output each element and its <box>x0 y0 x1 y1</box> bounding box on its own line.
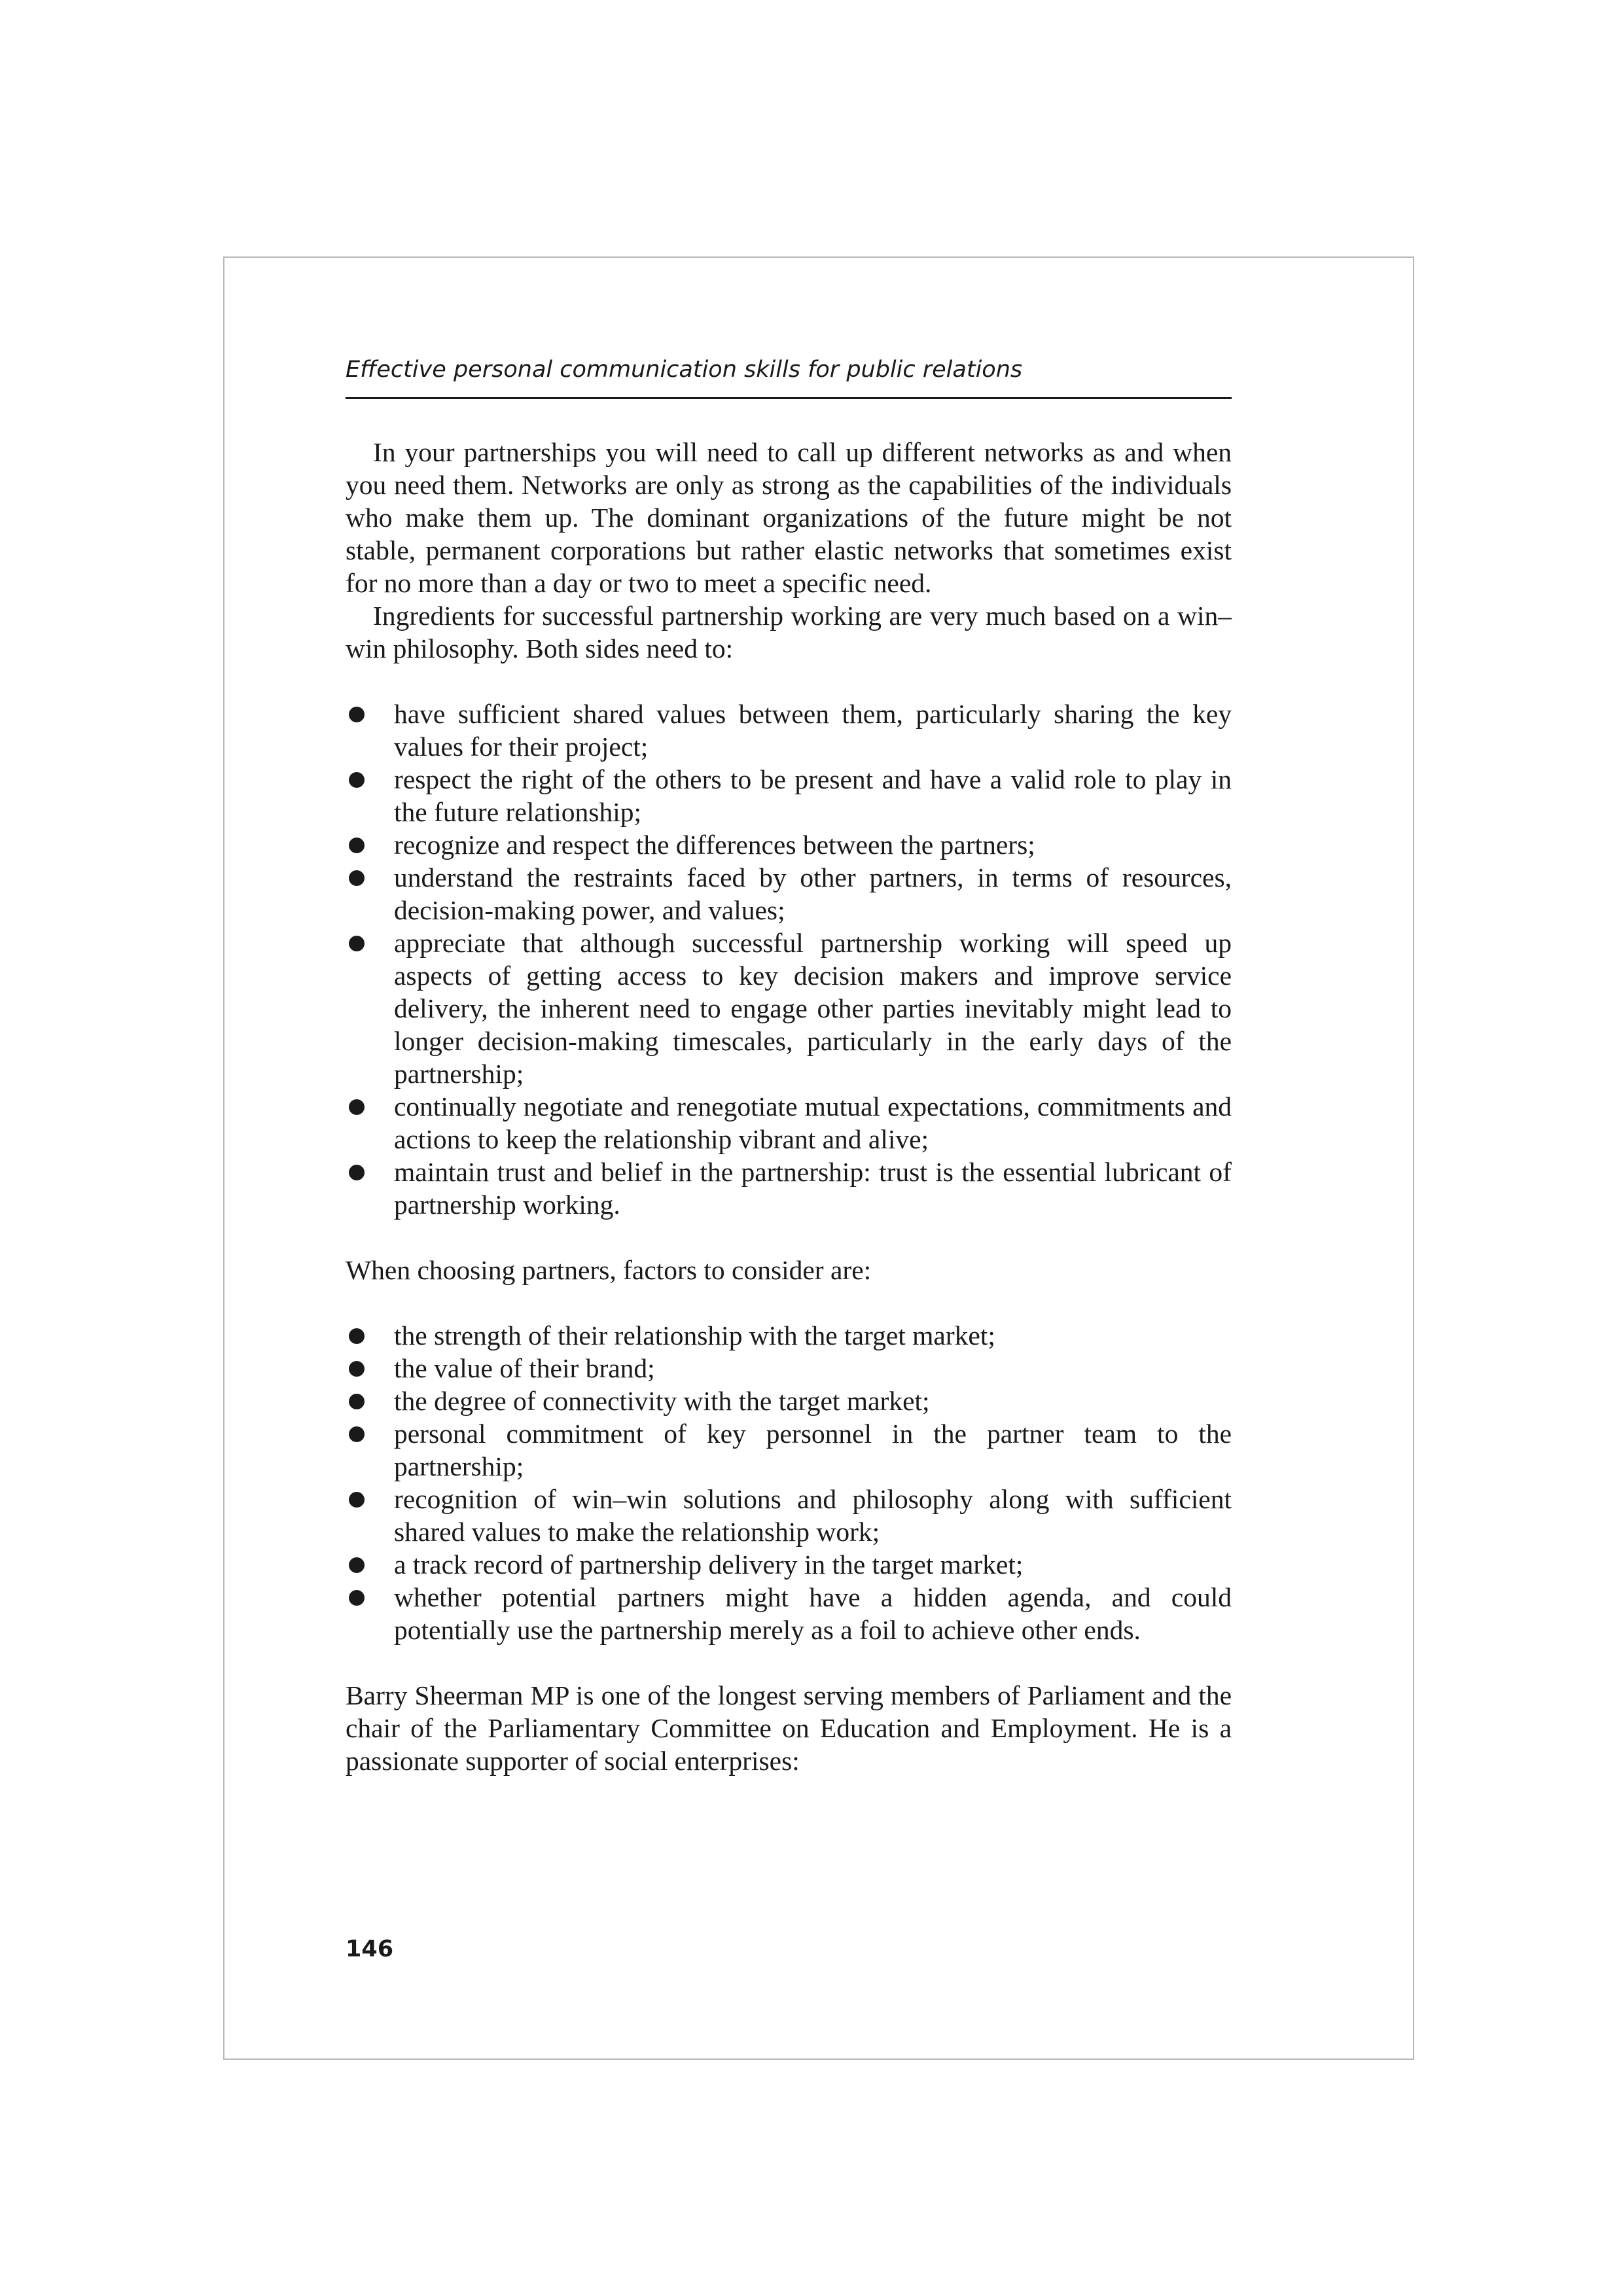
running-head: Effective personal communication skills for public relations <box>346 357 1023 383</box>
list-item <box>346 698 1232 763</box>
list-item <box>346 927 1232 1090</box>
header-rule <box>346 397 1232 399</box>
list-item-text: the strength of their relationship with the target market; <box>394 1320 995 1351</box>
page-number: 146 <box>346 1936 394 1962</box>
list-item <box>346 1156 1232 1221</box>
list-item <box>346 1319 1232 1352</box>
list-item-text: continually negotiate and renegotiate mutual expectations, commitments and actions to keep the relationship vibrant and alive; <box>394 1091 1232 1154</box>
list-item-text: recognition of win–win solutions and philosophy along with sufficient shared values to make the relationship work; <box>394 1484 1232 1547</box>
bullet-icon <box>349 838 365 853</box>
list-item-text: appreciate that although successful partnership working will speed up aspects of getting access to key decision makers and improve service delivery, the inherent need to engage other parties inevitably might lead to longer decision-making timescales, particularly in the early days of the partnership; <box>394 928 1232 1089</box>
bullet-icon <box>349 1426 365 1442</box>
list-item <box>346 1090 1232 1156</box>
list-item <box>346 763 1232 828</box>
paragraph-choosing-partners: When choosing partners, factors to consider are: <box>346 1255 872 1285</box>
list-item-text: have sufficient shared values between them, particularly sharing the key values for their project; <box>394 699 1232 762</box>
list-item-text: whether potential partners might have a hidden agenda, and could potentially use the partnership merely as a foil to achieve other ends. <box>394 1582 1232 1645</box>
bullet-icon <box>349 772 365 788</box>
bullet-icon <box>349 707 365 722</box>
bullet-icon <box>349 1590 365 1606</box>
bullet-icon <box>349 1557 365 1573</box>
list-item-text: maintain trust and belief in the partnership: trust is the essential lubricant of partnership working. <box>394 1157 1232 1220</box>
body-text <box>346 436 1232 1777</box>
paragraph-networks: In your partnerships you will need to call up different networks as and when you need them. Networks are only as strong as the capabilities of the individuals who make them up. The dominant organizations of the future might be not stable, permanent corporations but rather elastic networks that sometimes exist for no more than a day or two to meet a specific need. <box>346 437 1232 598</box>
paragraph-barry-sheerman: Barry Sheerman MP is one of the longest serving members of Parliament and the chair of the Parliamentary Committee on Education and Employment. He is a passionate supporter of social enterprises: <box>346 1680 1232 1776</box>
bullet-icon <box>349 1328 365 1344</box>
list-item-text: the value of their brand; <box>394 1353 655 1383</box>
bullet-icon <box>349 1492 365 1508</box>
list-item <box>346 1548 1232 1581</box>
list-item-text: a track record of partnership delivery in the target market; <box>394 1549 1024 1580</box>
bullet-icon <box>349 870 365 886</box>
list-item-text: the degree of connectivity with the target market; <box>394 1386 930 1416</box>
list-item-text: understand the restraints faced by other partners, in terms of resources, decision-making power, and values; <box>394 862 1232 925</box>
bullet-icon <box>349 1099 365 1115</box>
list-item <box>346 1352 1232 1385</box>
list-item-text: recognize and respect the differences between the partners; <box>394 830 1035 860</box>
bullet-icon <box>349 1361 365 1377</box>
bullet-list-both-sides <box>346 698 1232 1221</box>
bullet-icon <box>349 1165 365 1180</box>
list-item <box>346 1385 1232 1417</box>
paragraph-ingredients: Ingredients for successful partnership working are very much based on a win–win philosophy. Both sides need to: <box>346 601 1232 663</box>
list-item <box>346 828 1232 861</box>
bullet-icon <box>349 1394 365 1409</box>
list-item-text: personal commitment of key personnel in the partner team to the partnership; <box>394 1419 1232 1481</box>
list-item <box>346 1483 1232 1548</box>
bullet-icon <box>349 936 365 951</box>
list-item <box>346 1417 1232 1483</box>
list-item-text: respect the right of the others to be present and have a valid role to play in the future relationship; <box>394 764 1232 827</box>
list-item <box>346 861 1232 927</box>
bullet-list-factors <box>346 1319 1232 1646</box>
list-item <box>346 1581 1232 1646</box>
